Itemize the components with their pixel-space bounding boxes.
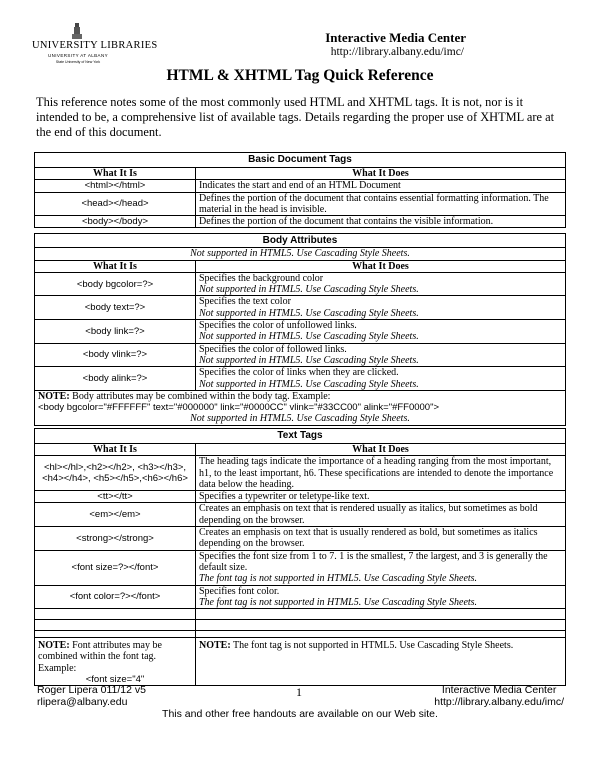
description-cell bbox=[196, 272, 566, 296]
logo-tagline: State University of New York bbox=[55, 60, 101, 64]
note-row bbox=[35, 390, 566, 425]
html5-note: Not supported in HTML5. Use Cascading Style Sheets. bbox=[199, 354, 419, 366]
description-cell: Defines the portion of the document that contains essential formatting information. The material in the head is invisible. bbox=[196, 192, 566, 216]
description-cell bbox=[196, 320, 566, 344]
tag-cell: <head></head> bbox=[35, 192, 196, 216]
tag-cell: <font size=?></font> bbox=[35, 550, 196, 585]
page-number: 1 bbox=[296, 685, 302, 699]
note-text: Font attributes may be combined within the font tag. Example: bbox=[38, 640, 162, 674]
blank-cell bbox=[196, 620, 566, 631]
note-cell-left bbox=[35, 638, 196, 686]
footer-author: Roger Lipera 011/12 v5 bbox=[37, 684, 146, 696]
description-text: Specifies the font size from 1 to 7. 1 is the smallest, 7 the largest, and 3 is generally the default size. bbox=[199, 550, 548, 573]
table-caption: Text Tags bbox=[35, 429, 566, 444]
blank-cell bbox=[196, 609, 566, 620]
table-row bbox=[35, 527, 566, 551]
tag-cell: <body></body> bbox=[35, 216, 196, 228]
html5-note: Not supported in HTML5. Use Cascading Style Sheets. bbox=[199, 378, 419, 390]
footer-note: This and other free handouts are available on our Web site. bbox=[162, 708, 438, 720]
description-cell bbox=[196, 343, 566, 367]
table-caption: Body Attributes bbox=[35, 234, 566, 248]
html5-note: The font tag is not supported in HTML5. Use Cascading Style Sheets. bbox=[199, 596, 478, 608]
blank-cell bbox=[35, 609, 196, 620]
tag-cell: <tt></tt> bbox=[35, 491, 196, 503]
description-cell: The heading tags indicate the importance of a heading ranging from the most important, h1, to the least important, h6. These specifications are intended to denote the importance data below the heading. bbox=[196, 456, 566, 491]
blank-row bbox=[35, 631, 566, 638]
note-cell bbox=[35, 390, 566, 425]
table-row bbox=[35, 296, 566, 320]
tag-cell: <strong></strong> bbox=[35, 527, 196, 551]
description-text: Specifies font color. bbox=[199, 585, 280, 597]
tag-cell: <body link=?> bbox=[35, 320, 196, 344]
tag-cell: <body text=?> bbox=[35, 296, 196, 320]
table-row bbox=[35, 180, 566, 192]
column-header: What It Is bbox=[35, 168, 196, 180]
table-caption: Basic Document Tags bbox=[35, 153, 566, 168]
tag-cell: <font color=?></font> bbox=[35, 585, 196, 609]
description-cell: Defines the portion of the document that contains the visible information. bbox=[196, 216, 566, 228]
column-header: What It Does bbox=[196, 168, 566, 180]
tower-icon bbox=[70, 22, 84, 40]
tag-cell: <body alink=?> bbox=[35, 367, 196, 391]
note-example: <font size="4" bbox=[85, 674, 145, 686]
description-cell bbox=[196, 585, 566, 609]
note-row bbox=[35, 638, 566, 686]
footer-author-block bbox=[37, 684, 146, 708]
footer-center-url[interactable]: http://library.albany.edu/imc/ bbox=[434, 696, 564, 708]
logo-sub: UNIVERSITY AT ALBANY bbox=[47, 53, 109, 58]
html5-note: Not supported in HTML5. Use Cascading Style Sheets. bbox=[199, 284, 419, 296]
blank-cell bbox=[35, 631, 196, 638]
description-cell: Indicates the start and end of an HTML Document bbox=[196, 180, 566, 192]
tag-cell: <body vlink=?> bbox=[35, 343, 196, 367]
note-text: Body attributes may be combined within the body tag. Example: bbox=[69, 390, 331, 402]
description-text: Specifies the background color bbox=[199, 272, 324, 284]
description-text: Specifies the color of followed links. bbox=[199, 343, 347, 355]
center-name: Interactive Media Center bbox=[325, 30, 466, 45]
description-cell: Creates an emphasis on text that is rendered usually as italics, but sometimes as bold depending on the browser. bbox=[196, 503, 566, 527]
note-footer: Not supported in HTML5. Use Cascading Style Sheets. bbox=[190, 413, 410, 425]
description-cell bbox=[196, 367, 566, 391]
description-text: Specifies the text color bbox=[199, 296, 291, 308]
description-cell: Creates an emphasis on text that is usually rendered as bold, but sometimes as italics depending on the browser. bbox=[196, 527, 566, 551]
blank-cell bbox=[35, 620, 196, 631]
table-row bbox=[35, 585, 566, 609]
table-row bbox=[35, 192, 566, 216]
table-row bbox=[35, 216, 566, 228]
html5-note: Not supported in HTML5. Use Cascading Style Sheets. bbox=[199, 331, 419, 343]
university-libraries-logo bbox=[32, 22, 158, 68]
description-cell: Specifies a typewriter or teletype-like text. bbox=[196, 491, 566, 503]
tag-cell: <em></em> bbox=[35, 503, 196, 527]
table-subtitle: Not supported in HTML5. Use Cascading Style Sheets. bbox=[35, 248, 566, 260]
tag-cell: <body bgcolor=?> bbox=[35, 272, 196, 296]
logo-name: UNIVERSITY LIBRARIES bbox=[32, 40, 158, 51]
tag-cell: <hl></hl>,<h2></h2>, <h3></h3>,<h4></h4>, <h5></h5>,<h6></h6> bbox=[35, 456, 196, 491]
table-row bbox=[35, 503, 566, 527]
table-row bbox=[35, 491, 566, 503]
basic-document-tags-table bbox=[34, 152, 566, 228]
description-cell bbox=[196, 296, 566, 320]
table-row bbox=[35, 550, 566, 585]
blank-row bbox=[35, 609, 566, 620]
note-label: NOTE: bbox=[38, 390, 70, 402]
blank-cell bbox=[196, 631, 566, 638]
blank-row bbox=[35, 620, 566, 631]
table-row bbox=[35, 456, 566, 491]
html5-note: The font tag is not supported in HTML5. Use Cascading Style Sheets. bbox=[199, 573, 478, 585]
table-row bbox=[35, 320, 566, 344]
note-example: <body bgcolor="#FFFFFF" text="#000000" link="#0000CC" vlink="#33CC00" alink="#FF0000"> bbox=[38, 402, 440, 414]
footer-center-name: Interactive Media Center bbox=[441, 684, 557, 696]
table-row bbox=[35, 272, 566, 296]
note-cell-right bbox=[196, 638, 566, 686]
tag-cell: <html></html> bbox=[35, 180, 196, 192]
table-row bbox=[35, 343, 566, 367]
note-text: The font tag is not supported in HTML5. Use Cascading Style Sheets. bbox=[230, 640, 514, 652]
note-label: NOTE: bbox=[199, 640, 231, 652]
page-title: HTML & XHTML Tag Quick Reference bbox=[166, 67, 434, 84]
footer-center-block bbox=[434, 684, 564, 708]
column-header: What It Does bbox=[196, 444, 566, 456]
center-url[interactable]: http://library.albany.edu/imc/ bbox=[330, 46, 464, 58]
column-header: What It Is bbox=[35, 444, 196, 456]
column-header: What It Does bbox=[196, 260, 566, 272]
note-label: NOTE: bbox=[38, 640, 70, 652]
description-text: Specifies the color of links when they are clicked. bbox=[199, 367, 399, 379]
description-cell bbox=[196, 550, 566, 585]
body-attributes-table bbox=[34, 233, 566, 426]
table-row bbox=[35, 367, 566, 391]
html5-note: Not supported in HTML5. Use Cascading Style Sheets. bbox=[199, 307, 419, 319]
intro-paragraph: This reference notes some of the most commonly used HTML and XHTML tags. It is not, nor is it intended to be, a comprehensive list of available tags. Details regarding the proper use of XHTML are at the end of this document. bbox=[36, 95, 555, 139]
text-tags-table bbox=[34, 428, 566, 686]
description-text: Specifies the color of unfollowed links. bbox=[199, 320, 357, 332]
footer-email[interactable]: rlipera@albany.edu bbox=[37, 696, 128, 708]
column-header: What It Is bbox=[35, 260, 196, 272]
